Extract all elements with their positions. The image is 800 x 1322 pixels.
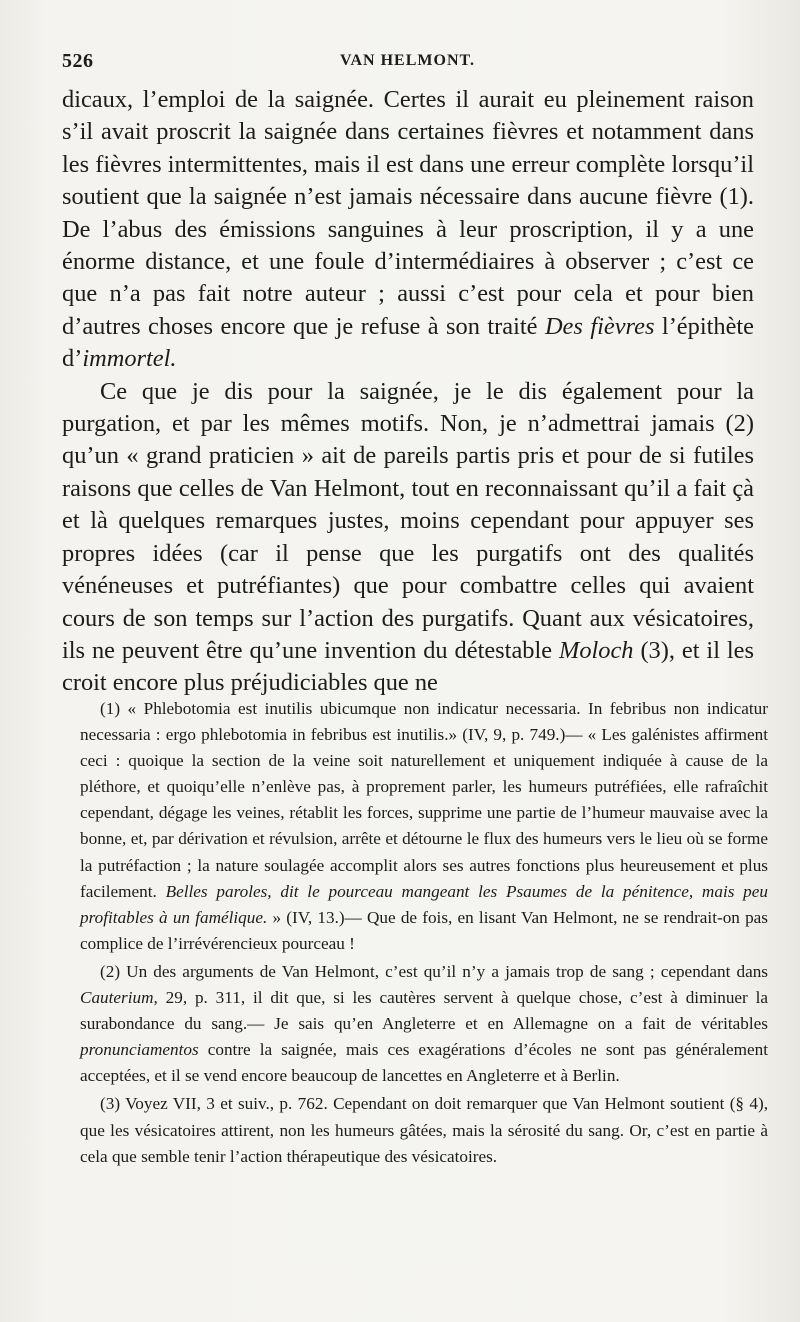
paragraph-2-moloch: Moloch — [559, 636, 634, 664]
footnote-3 — [80, 1091, 768, 1169]
paragraph-2-text: Ce que je dis pour la saignée, je le dis également pour la purgation, et par les mêmes motifs. Non, je n’admettrai jamais (2) qu’un « grand praticien » ait de pareils partis pris et pour de si futiles raisons que celles de Van Helmont, tout en reconnaissant qu’il a fait çà et là quelques remarques justes, moins cependant pour appuyer ses propres idées (car il pense que les purgatifs ont des qualités vénéneuses et putréfiantes) que pour combattre celles qui avaient cours de son temps sur l’action des purgatifs. Quant aux vésicatoires, ils ne peuvent être qu’une invention du détestable — [62, 377, 754, 664]
footnotes — [80, 696, 768, 1170]
footnote-2-mid: 29, p. 311, il dit que, si les cautères servent à quelque chose, c’est à diminuer la surabondance du sang.— Je sais qu’en Angleterre et en Allemagne on a fait de véritables — [80, 988, 768, 1034]
paragraph-2 — [62, 376, 754, 700]
page-header — [62, 50, 742, 74]
paragraph-2-end: (3), et il les croit encore plus préjudiciables que ne — [62, 636, 755, 697]
footnote-1-end: » (IV, 13.)— Que de fois, en lisant Van Helmont, ne se rendrait-on pas complice de l’irrévérencieux pourceau ! — [80, 907, 768, 953]
footnote-2-pronunciamentos: pronunciamentos — [80, 1040, 199, 1060]
footnote-1-quote: Belles paroles, dit le pourceau mangeant les Psaumes de la pénitence, mais peu profitables à un famélique. — [80, 881, 768, 927]
paragraph-1-text: dicaux, l’emploi de la saignée. Certes il aurait eu pleinement raison s’il avait proscrit la saignée dans certaines fièvres et notamment dans les fièvres intermittentes, mais il est dans une erreur complète lorsqu’il soutient que la saignée n’est jamais nécessaire dans aucune fièvre (1). De l’abus des émissions sanguines à leur proscription, il y a une énorme distance, et une foule d’intermédiaires à observer ; c’est ce que n’a pas fait notre auteur ; aussi c’est pour cela et pour bien d’autres choses encore que je refuse à son traité — [62, 86, 754, 340]
footnote-3-text: (3) Voyez VII, 3 et suiv., p. 762. Cependant on doit remarquer que Van Helmont soutient (§ 4), que les vésicatoires attirent, non les humeurs gâtées, mais la sérosité du sang. Or, c’est en partie à cela que semble tenir l’action thérapeutique des vésicatoires. — [80, 1094, 768, 1166]
main-text — [62, 84, 754, 700]
footnote-1 — [80, 696, 768, 957]
paragraph-1 — [62, 84, 754, 376]
footnote-1-text: (1) « Phlebotomia est inutilis ubicumque non indicatur necessaria. In febribus non indicatur necessaria : ergo phlebotomia in febribus est inutilis.» (IV, 9, p. 749.)— « Les galénistes affirment ceci : quoique la section de la veine soit naturellement et uniquement indiquée à cause de la pléthore, et quoiqu’elle n’enlève pas, à proprement parler, les humeurs putréfiées, elle rafraîchit cependant, dégage les veines, rétablit les forces, supprime une partie de l’humeur mauvaise avec la bonne, et, par dérivation et révulsion, arrête et détourne le flux des humeurs vers le lieu où se forme la putréfaction ; la nature soulagée accomplit alors ses autres fonctions plus heureusement et plus facilement. — [80, 699, 768, 901]
page-number: 526 — [62, 50, 94, 72]
footnote-2 — [80, 959, 768, 1089]
footnote-2-end: contre la saignée, mais ces exagérations d’écoles ne sont pas généralement acceptées, et il se vend encore beaucoup de lancettes en Angleterre et à Berlin. — [80, 1040, 768, 1086]
paragraph-1-epithet: immortel. — [82, 345, 177, 373]
paragraph-1-title: Des fièvres — [544, 312, 655, 340]
paragraph-1-mid: l’épithète d’ — [62, 312, 755, 373]
footnote-2-start: (2) Un des arguments de Van Helmont, c’est qu’il n’y a jamais trop de sang ; cependant dans — [100, 961, 768, 981]
footnote-2-cauterium: Cauterium, — [80, 988, 158, 1008]
running-head: VAN HELMONT. — [340, 52, 475, 69]
